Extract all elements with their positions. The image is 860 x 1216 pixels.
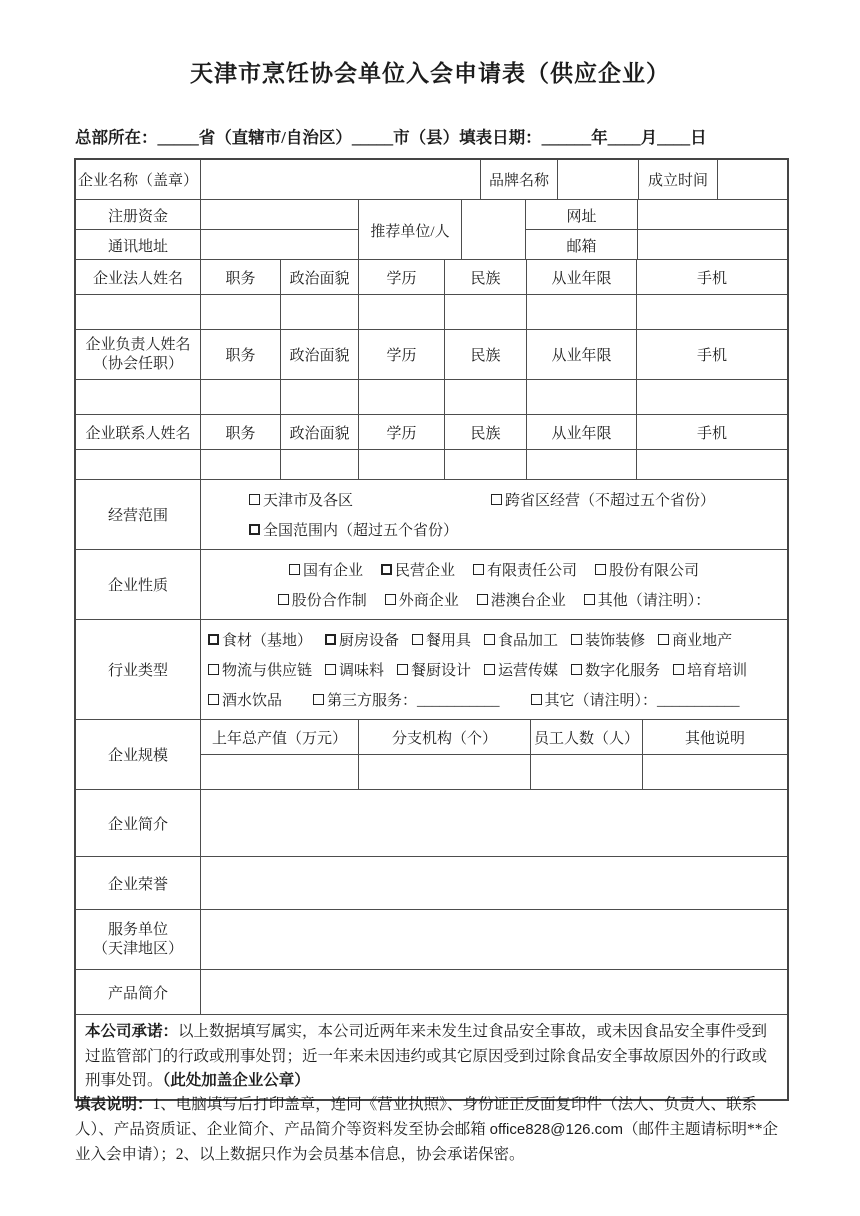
input-cell[interactable]: [76, 380, 201, 414]
checkbox-label: 商业地产: [672, 633, 733, 649]
checkbox-icon: [325, 634, 336, 645]
commitment-paragraph: [76, 1015, 787, 1099]
input-cell[interactable]: [201, 295, 281, 329]
ethnicity-header: 民族: [445, 415, 527, 449]
checkbox-decoration[interactable]: [571, 629, 645, 650]
checkbox-stock-cooperative[interactable]: [278, 589, 367, 610]
instructions-prefix: 填表说明：: [75, 1096, 153, 1113]
brand-name-input-cell[interactable]: [558, 160, 639, 199]
table-row: [76, 200, 787, 260]
association-email: office828@126.com: [489, 1121, 624, 1138]
checkbox-tableware[interactable]: [412, 629, 471, 650]
checkbox-joint-stock[interactable]: [595, 559, 699, 580]
checkbox-commercial-realestate[interactable]: [658, 629, 732, 650]
political-status-header: 政治面貌: [281, 260, 359, 294]
table-row: [76, 380, 787, 415]
checkbox-label: 装饰装修: [585, 633, 646, 649]
checkbox-digital-services[interactable]: [571, 659, 660, 680]
checkbox-label: 外商企业: [398, 593, 459, 609]
responsible-person-name-label: [76, 330, 201, 379]
checkbox-private[interactable]: [381, 559, 455, 580]
enterprise-nature-row: [76, 550, 787, 620]
input-cell[interactable]: [201, 450, 281, 479]
checkbox-label: 调味料: [339, 663, 385, 679]
input-cell[interactable]: [359, 450, 445, 479]
position-header: 职务: [201, 330, 281, 379]
checkbox-media[interactable]: [484, 659, 558, 680]
years-header: 从业年限: [527, 260, 637, 294]
education-header: 学历: [359, 260, 445, 294]
company-profile-label: 企业简介: [76, 790, 201, 856]
checkbox-beverages[interactable]: [208, 689, 282, 710]
contact-person-name-label: 企业联系人姓名: [76, 415, 201, 449]
checkbox-icon: [595, 564, 606, 575]
brand-name-label: 品牌名称: [481, 160, 558, 199]
checkbox-icon: [477, 594, 488, 605]
input-cell[interactable]: [201, 755, 359, 790]
checkbox-icon: [571, 664, 582, 675]
checkbox-tianjin-districts[interactable]: [249, 489, 491, 510]
checkbox-icon: [249, 494, 260, 505]
checkbox-icon: [208, 694, 219, 705]
checkbox-label: 餐用具: [426, 633, 472, 649]
checkbox-third-party-service[interactable]: [313, 689, 500, 710]
email-label: 邮箱: [526, 230, 638, 260]
checkbox-icon: [208, 634, 219, 645]
checkbox-label: 第三方服务：___________: [327, 693, 500, 709]
founded-time-input-cell[interactable]: [718, 160, 787, 199]
registered-capital-label: 注册资金: [76, 200, 201, 230]
input-cell[interactable]: [637, 380, 787, 414]
recommender-input-cell[interactable]: [462, 200, 526, 260]
education-header: 学历: [359, 415, 445, 449]
political-status-header: 政治面貌: [281, 415, 359, 449]
checkbox-icon: [484, 664, 495, 675]
checkbox-kitchen-design[interactable]: [397, 659, 471, 680]
input-cell[interactable]: [527, 295, 637, 329]
headquarters-date-line: 总部所在：_____省（直辖市/自治区）_____市（县）填表日期：______年____月____日: [75, 128, 707, 147]
enterprise-scale-row: [76, 720, 787, 790]
checkbox-logistics[interactable]: [208, 659, 312, 680]
input-cell[interactable]: [445, 295, 527, 329]
checkbox-icon: [473, 564, 484, 575]
checkbox-kitchen-equipment[interactable]: [325, 629, 399, 650]
business-scope-options: [201, 480, 787, 549]
checkbox-seasoning[interactable]: [325, 659, 384, 680]
checkbox-icon: [658, 634, 669, 645]
checkbox-icon: [249, 524, 260, 535]
business-scope-label: 经营范围: [76, 480, 201, 549]
label-line2: （协会任职）: [92, 355, 183, 372]
table-row: [76, 330, 787, 380]
checkbox-label: 股份合作制: [291, 593, 367, 609]
product-profile-label: 产品简介: [76, 970, 201, 1014]
annual-output-header: 上年总产值（万元）: [201, 720, 359, 755]
table-row: [76, 450, 787, 480]
checkbox-label: 民营企业: [394, 563, 455, 579]
input-cell[interactable]: [527, 380, 637, 414]
input-cell[interactable]: [76, 295, 201, 329]
mailing-address-input-cell[interactable]: [201, 230, 358, 260]
industry-type-row: [76, 620, 787, 720]
checkbox-other-nature[interactable]: [584, 589, 711, 610]
label-line2: （天津地区）: [92, 940, 183, 957]
legal-person-name-label: 企业法人姓名: [76, 260, 201, 294]
input-cell[interactable]: [531, 755, 643, 790]
checkbox-label: 培育培训: [687, 663, 748, 679]
product-profile-row: [76, 970, 787, 1015]
checkbox-icon: [385, 594, 396, 605]
table-row: [76, 295, 787, 330]
input-cell[interactable]: [359, 295, 445, 329]
instructions-paragraph: [75, 1092, 789, 1167]
input-cell[interactable]: [445, 380, 527, 414]
company-name-input-cell[interactable]: [201, 160, 481, 199]
other-notes-header: 其他说明: [684, 731, 745, 747]
email-input-cell[interactable]: [638, 230, 787, 260]
checkbox-icon: [278, 594, 289, 605]
checkbox-icon: [571, 634, 582, 645]
input-cell[interactable]: [281, 450, 359, 479]
input-cell[interactable]: [637, 450, 787, 479]
instructions-part2: （邮件主题请标明**企业入会申请）；2、以上数据只作为会员基本信息，协会承诺保密。: [75, 1121, 779, 1163]
enterprise-scale-label: 企业规模: [76, 720, 201, 789]
checkbox-nationwide[interactable]: [249, 519, 458, 540]
checkbox-other-industry[interactable]: [531, 689, 740, 710]
input-cell[interactable]: [643, 755, 787, 790]
table-row: [76, 260, 787, 295]
mobile-header: 手机: [696, 425, 727, 442]
mobile-header: 手机: [696, 348, 727, 364]
input-cell[interactable]: [527, 450, 637, 479]
checkbox-icon: [584, 594, 595, 605]
registered-capital-input-cell[interactable]: [201, 200, 358, 230]
checkbox-icon: [484, 634, 495, 645]
checkbox-hmt[interactable]: [477, 589, 566, 610]
service-units-row: [76, 910, 787, 970]
enterprise-nature-options: [201, 550, 787, 619]
years-header: 从业年限: [527, 330, 637, 379]
service-units-label: [76, 910, 201, 969]
checkbox-icon: [289, 564, 300, 575]
checkbox-label: 数字化服务: [585, 663, 661, 679]
checkbox-icon: [208, 664, 219, 675]
checkbox-label: 有限责任公司: [487, 563, 578, 579]
commitment-body: 以上数据填写属实，本公司近两年来未发生过食品安全事故，或未因食品安全事件受到过监管部门的行政或刑事处罚；近一年来未因违约或其它原因受到过除食品安全事故原因外的行政或刑事处罚。: [85, 1023, 768, 1089]
commitment-prefix: 本公司承诺：: [85, 1023, 179, 1040]
checkbox-label: 食品加工: [498, 633, 559, 649]
ethnicity-header: 民族: [445, 330, 527, 379]
checkbox-icon: [531, 694, 542, 705]
checkbox-foreign[interactable]: [385, 589, 459, 610]
commitment-row: [76, 1015, 787, 1099]
input-cell[interactable]: [76, 450, 201, 479]
business-scope-row: [76, 480, 787, 550]
employees-header: 员工人数（人）: [531, 720, 643, 755]
label-line1: 企业负责人姓名: [85, 336, 191, 353]
input-cell[interactable]: [637, 295, 787, 329]
checkbox-label: 跨省区经营（不超过五个省份）: [505, 493, 716, 509]
checkbox-icon: [491, 494, 502, 505]
input-cell[interactable]: [201, 857, 787, 909]
company-profile-row: [76, 790, 787, 857]
checkbox-label: 港澳台企业: [490, 593, 566, 609]
mailing-address-label: 通讯地址: [76, 230, 201, 260]
mobile-header: 手机: [696, 270, 727, 287]
checkbox-label: 其它（请注明）：___________: [544, 693, 740, 709]
checkbox-label: 餐厨设计: [411, 663, 472, 679]
years-header: 从业年限: [527, 415, 637, 449]
checkbox-food-processing[interactable]: [484, 629, 558, 650]
input-cell[interactable]: [359, 380, 445, 414]
checkbox-label: 运营传媒: [498, 663, 559, 679]
enterprise-nature-label: 企业性质: [76, 550, 201, 619]
position-header: 职务: [201, 260, 281, 294]
education-header: 学历: [359, 330, 445, 379]
checkbox-label: 其他（请注明）：: [597, 593, 711, 609]
website-input-cell[interactable]: [638, 200, 787, 230]
label-line1: 服务单位: [107, 921, 168, 938]
checkbox-label: 厨房设备: [339, 633, 400, 649]
checkbox-icon: [673, 664, 684, 675]
input-cell[interactable]: [201, 380, 281, 414]
industry-type-label: 行业类型: [76, 620, 201, 719]
industry-type-options: [201, 620, 787, 719]
ethnicity-header: 民族: [445, 260, 527, 294]
input-cell[interactable]: [201, 790, 787, 856]
input-cell[interactable]: [201, 970, 787, 1014]
checkbox-label: 食材（基地）: [222, 633, 313, 649]
checkbox-label: 天津市及各区: [263, 493, 354, 509]
table-row: [76, 415, 787, 450]
position-header: 职务: [201, 415, 281, 449]
table-row: [76, 160, 787, 200]
input-cell[interactable]: [281, 295, 359, 329]
checkbox-state-owned[interactable]: [289, 559, 363, 580]
checkbox-label: 国有企业: [302, 563, 363, 579]
input-cell[interactable]: [445, 450, 527, 479]
checkbox-label: 全国范围内（超过五个省份）: [263, 523, 459, 539]
page-title: 天津市烹饪协会单位入会申请表（供应企业）: [190, 61, 670, 86]
checkbox-label: 物流与供应链: [222, 663, 313, 679]
checkbox-limited-liability[interactable]: [473, 559, 577, 580]
company-name-label: 企业名称（盖章）: [76, 160, 201, 199]
checkbox-label: 股份有限公司: [609, 563, 700, 579]
instructions-part1: 1、电脑填写后打印盖章，连同《营业执照》、身份证正反面复印件（法人、负责人、联系人）、产品资质证、企业简介、产品简介等资料发至协会邮箱: [75, 1096, 758, 1138]
input-cell[interactable]: [281, 380, 359, 414]
input-cell[interactable]: [201, 910, 787, 969]
recommender-label: 推荐单位/人: [358, 200, 462, 260]
commitment-suffix: （此处加盖企业公章）: [162, 1072, 310, 1089]
checkbox-training[interactable]: [673, 659, 747, 680]
branches-header: 分支机构（个）: [359, 720, 531, 755]
checkbox-ingredients[interactable]: [208, 629, 312, 650]
company-honors-label: 企业荣誉: [76, 857, 201, 909]
checkbox-label: 酒水饮品: [222, 693, 283, 709]
website-label: 网址: [526, 200, 638, 230]
checkbox-icon: [381, 564, 392, 575]
application-table: [74, 158, 789, 1101]
founded-time-label: 成立时间: [639, 160, 718, 199]
company-honors-row: [76, 857, 787, 910]
checkbox-icon: [397, 664, 408, 675]
checkbox-icon: [313, 694, 324, 705]
input-cell[interactable]: [359, 755, 531, 790]
checkbox-cross-province[interactable]: [491, 489, 715, 510]
political-status-header: 政治面貌: [281, 330, 359, 379]
checkbox-icon: [325, 664, 336, 675]
checkbox-icon: [412, 634, 423, 645]
